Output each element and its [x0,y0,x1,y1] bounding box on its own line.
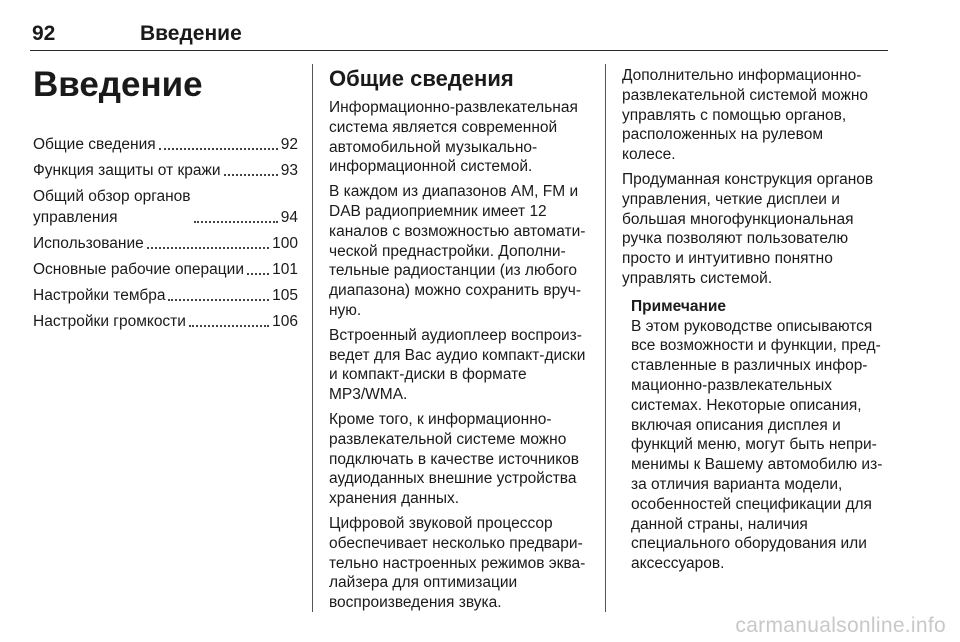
toc-entry-title: Настройки тембра [33,287,166,304]
toc-entry[interactable] [33,311,298,332]
toc-entry-title: Основные рабочие операции [33,261,244,278]
note-text: В этом руководстве описываются все возможности и функции, пред- ставленные в различных инфор- мационно-развлекательных системах. Некоторые описания, включая описания дисплея и функций меню, могут быть непри- менимы к Вашему автомобилю из- за отличия варианта модели, особенностей спецификации для данной страны, наличия специального оборудования или аксессуаров. [631,317,883,573]
toc-entry-page: 100 [272,235,298,252]
chapter-title: Введение [33,65,203,104]
toc-entry-title: Функция защиты от кражи [33,162,221,179]
note-title: Примечание [631,297,726,315]
toc-leader-dots [159,148,278,150]
toc-entry-page: 92 [280,136,298,153]
toc-leader-dots [194,221,278,223]
page-header [30,18,888,51]
toc-leader-dots [168,299,269,301]
toc-entry[interactable] [33,186,298,228]
body-paragraph: Цифровой звуковой процессор обеспечивает несколько предвари- тельно настроенных режимов эква- лайзера для оптимизации воспроизведения звука. [329,514,586,612]
toc-entry-title: Общие сведения [33,136,156,153]
toc-leader-dots [247,273,269,275]
toc-leader-dots [147,247,269,249]
section-title: Общие сведения [329,66,514,91]
toc-entry-title: Общий обзор органов управления [33,188,191,226]
body-paragraph: Дополнительно информационно- развлекательной системой можно управлять с помощью органов, расположенных на рулевом колесе. [622,67,869,164]
watermark: carmanualsonline.info [735,614,946,637]
toc-entry-title: Использование [33,235,144,252]
toc-entry[interactable] [33,160,298,181]
toc-entry[interactable] [33,285,298,306]
note-box [631,297,888,574]
toc-entry-page: 106 [272,313,298,330]
toc-entry-page: 101 [272,261,298,278]
toc-entry-page: 105 [272,287,298,304]
body-paragraph: Кроме того, к информационно- развлекательной системе можно подключать в качестве источников аудиоданных внешние устройства хранения данных. [329,410,580,508]
toc-entry[interactable] [33,233,298,254]
body-paragraph: В каждом из диапазонов AM, FM и DAB радиоприемник имеет 12 каналов с возможностью автомати- ческой преднастройки. Дополни- тельные радиостанции (из любого диапазона) можно сохранить вруч- ную. [329,183,586,319]
toc-entry-page: 94 [280,209,298,226]
table-of-contents [33,134,298,332]
body-paragraph: Встроенный аудиоплеер воспроиз- ведет для Вас аудио компакт-диски и компакт-диски в формате MP3/WMA. [329,326,586,404]
toc-leader-dots [224,174,278,176]
continued-column [622,66,888,574]
toc-leader-dots [189,325,269,327]
toc-column [33,66,298,337]
toc-entry-title: Настройки громкости [33,313,186,330]
body-paragraph: Продуманная конструкция органов управления, четкие дисплеи и большая многофункциональная ручка позволяют пользователю просто и интуитивно понятно управлять системой. [622,170,874,287]
page-number: 92 [32,22,56,45]
column-divider-1 [312,64,313,612]
column-divider-2 [605,64,606,612]
section-column [329,66,591,618]
toc-entry[interactable] [33,134,298,155]
running-title: Введение [140,22,242,45]
toc-entry-page: 93 [280,162,298,179]
body-paragraph: Информационно-развлекательная система является современной автомобильной музыкально- информационной системой. [329,99,578,176]
toc-entry[interactable] [33,259,298,280]
